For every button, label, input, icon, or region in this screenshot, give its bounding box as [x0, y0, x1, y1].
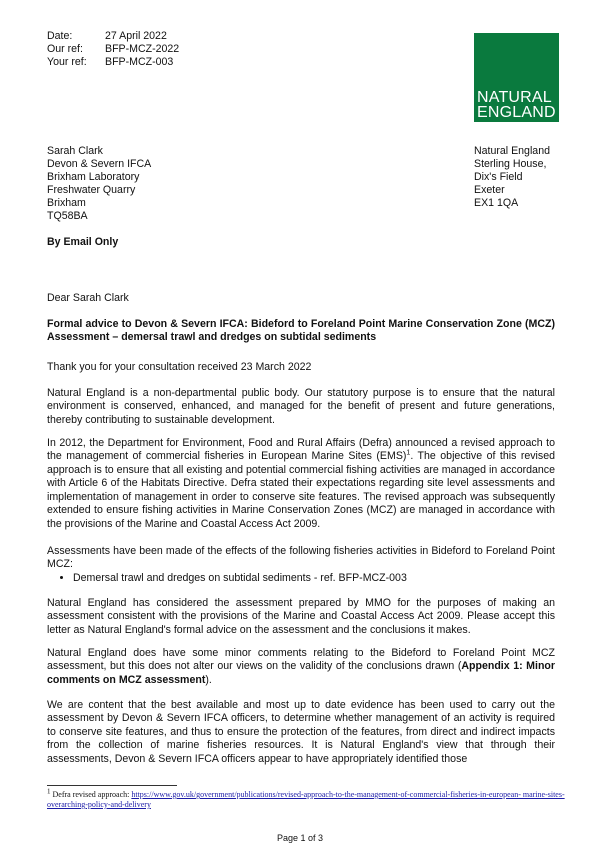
natural-england-logo	[474, 33, 559, 122]
paragraph-comments: Natural England does have some minor comments relating to the Bideford to Foreland Point MCZ assessment, but this does not alter our views on the validity of the conclusions drawn (Appendix 1: Minor comments on MCZ assessment).	[47, 647, 556, 686]
reference-block	[47, 30, 179, 69]
subject-line: Formal advice to Devon & Severn IFCA: Bideford to Foreland Point Marine Conservation Zone (MCZ) Assessment – demersal trawl and dredges on subtidal sediments	[47, 318, 555, 344]
footnote: $^1$ Defra revised approach: https://www.gov.uk/government/publications/revised-approach-to-the-management-of-commercial-fisheries-in-european- marine-sites-overarching-policy-and-delivery	[47, 787, 565, 809]
paragraph-evidence: We are content that the best available and most up to date evidence has been used to carry out the assessment by Devon & Severn IFCA officers, to determine whether management of an activity is required to conserve site features, and thus to ensure the protection of the features, from direct and indirect impacts from the collection of marine fisheries resources. It is Natural England's view that through their assessments, Devon & Severn IFCA officers appear to have appropriately identified those	[47, 699, 555, 765]
delivery-note: By Email Only	[47, 236, 119, 248]
sender-address: Natural England Sterling House, Dix's Field Exeter EX1 1QA	[474, 145, 550, 209]
page-number: Page 1 of 3	[276, 833, 324, 843]
footnote-ref: 1	[406, 449, 411, 457]
paragraph-purpose: Natural England is a non-departmental public body. Our statutory purpose is to ensure that the natural environment is conserved, enhanced, and managed for the benefit of present and future generations, thereby contributing to sustainable development.	[47, 387, 555, 426]
footnote-divider	[47, 785, 177, 786]
logo-line2: ENGLAND	[477, 104, 556, 121]
bullet-item: • Demersal trawl and dredges on subtidal sediments - ref. BFP-MCZ-003	[73, 572, 555, 585]
thanks-paragraph: Thank you for your consultation received 23 March 2022	[47, 361, 312, 373]
ref-date: Date: 27 April 2022	[47, 30, 167, 42]
paragraph-assessments: Assessments have been made of the effects of the following fisheries activities in Bideford to Foreland Point MCZ: • Demersal trawl and dredges on subtidal sediments - ref. BFP-MCZ-003	[47, 545, 555, 585]
salutation: Dear Sarah Clark	[47, 292, 129, 304]
ref-our: Our ref: BFP-MCZ-2022	[47, 43, 180, 55]
recipient-address: Sarah Clark Devon & Severn IFCA Brixham Laboratory Freshwater Quarry Brixham TQ58BA	[47, 145, 152, 222]
footnote-link[interactable]: https://www.gov.uk/government/publications/revised-approach-to-the-management-of-commercial-fisheries-in-european- marine-sites-overarching-policy-and-delivery	[47, 790, 565, 809]
paragraph-defra: In 2012, the Department for Environment, Food and Rural Affairs (Defra) announced a revised approach to the management of commercial fisheries in European Marine Sites (EMS)$^1$. The objective of this revised approach is to ensure that all existing and potential commercial fishing activities are managed in accordance with Article 6 of the Habitats Directive. Defra stated their expectations regarding site level assessments and implementation of management in order to conserve site features. The revised approach was subsequently extended to ensure fishing activities in Marine Conservation Zones (MCZ) are managed in accordance with the provisions of the Marine and Coastal Access Act 2009.	[47, 437, 555, 530]
paragraph-considered: Natural England has considered the assessment prepared by MMO for the purposes of making an assessment consistent with the provisions of the Marine and Coastal Access Act 2009. Please accept this letter as Natural England's formal advice on the assessment and the conclusions it makes.	[47, 597, 555, 636]
logo-line1: NATURAL	[477, 89, 552, 106]
ref-your: Your ref: BFP-MCZ-003	[47, 56, 174, 68]
